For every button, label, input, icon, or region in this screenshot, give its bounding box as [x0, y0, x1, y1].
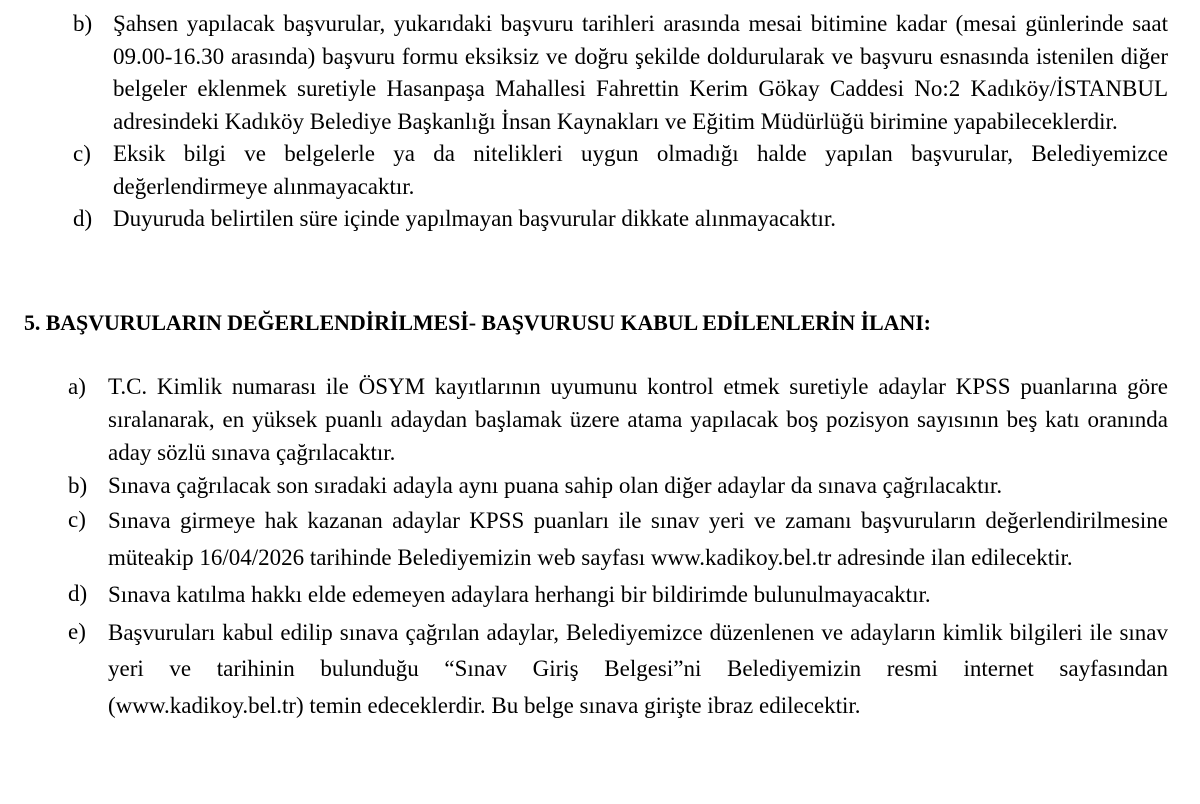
list-marker: a): [68, 374, 86, 399]
list-item-text: Sınava girmeye hak kazanan adaylar KPSS puanları ile sınav yeri ve zamanı başvuruların değerlendirilmesine müteakip 16/04/2026 tarihinde Belediyemizin web sayfası www.kadikoy.bel.tr adresinde ilan edilecektir.: [108, 508, 1168, 570]
list-marker: b): [68, 473, 88, 498]
list-item-text: Duyuruda belirtilen süre içinde yapılmayan başvurular dikkate alınmayacaktır.: [113, 206, 836, 231]
list-marker: d): [68, 581, 88, 606]
list-item-a: [68, 370, 1168, 469]
list-item-c: [73, 138, 1168, 203]
list-marker: c): [68, 507, 86, 532]
list-item-text: T.C. Kimlik numarası ile ÖSYM kayıtlarının uyumunu kontrol etmek suretiyle adaylar KPSS puanlarına göre sıralanarak, en yüksek puanlı adaydan başlamak üzere atama yapılacak boş pozisyon sayısının beş katı oranında aday sözlü sınava çağrılacaktır.: [108, 374, 1168, 465]
list-item-b: [68, 469, 1168, 502]
list-item-text: Sınava çağrılacak son sıradaki adayla aynı puana sahip olan diğer adaylar da sınava çağrılacaktır.: [108, 473, 1003, 498]
list-item-d: [73, 203, 1168, 236]
list-marker: d): [73, 206, 93, 231]
list-item-e: [68, 615, 1168, 725]
list-marker: b): [73, 11, 93, 36]
list-item-d: [68, 577, 1168, 614]
application-rules-list: [73, 8, 1168, 236]
list-item-b: [73, 8, 1168, 138]
list-item-text: Şahsen yapılacak başvurular, yukarıdaki başvuru tarihleri arasında mesai bitimine kadar (mesai günlerinde saat 09.00-16.30 arasında) başvuru formu eksiksiz ve doğru şekilde doldurularak ve başvuru esnasında istenilen diğer belgeler eklenmek suretiyle Hasanpaşa Mahallesi Fahrettin Kerim Gökay Caddesi No:2 Kadıköy/İSTANBUL adresindeki Kadıköy Belediye Başkanlığı İnsan Kaynakları ve Eğitim Müdürlüğü birimine yapabileceklerdir.: [113, 11, 1168, 134]
list-item-c: [68, 503, 1168, 576]
list-item-text: Başvuruları kabul edilip sınava çağrılan adaylar, Belediyemizce düzenlenen ve adayların kimlik bilgileri ile sınav yeri ve tarihinin bulunduğu “Sınav Giriş Belgesi”ni Belediyemizin resmi internet sayfasından (www.kadikoy.bel.tr) temin edeceklerdir. Bu belge sınava girişte ibraz edilecektir.: [108, 619, 1168, 718]
list-marker: c): [73, 141, 91, 166]
list-item-text: Eksik bilgi ve belgelerle ya da nitelikleri uygun olmadığı halde yapılan başvurular, Belediyemizce değerlendirmeye alınmayacaktır.: [113, 141, 1168, 199]
evaluation-rules-list: [68, 370, 1168, 724]
list-marker: e): [68, 618, 86, 644]
section-heading: 5. BAŞVURULARIN DEĞERLENDİRİLMESİ- BAŞVURUSU KABUL EDİLENLERİN İLANI:: [24, 310, 931, 335]
list-item-text: Sınava katılma hakkı elde edemeyen adaylara herhangi bir bildirimde bulunulmayacaktır.: [108, 582, 931, 607]
